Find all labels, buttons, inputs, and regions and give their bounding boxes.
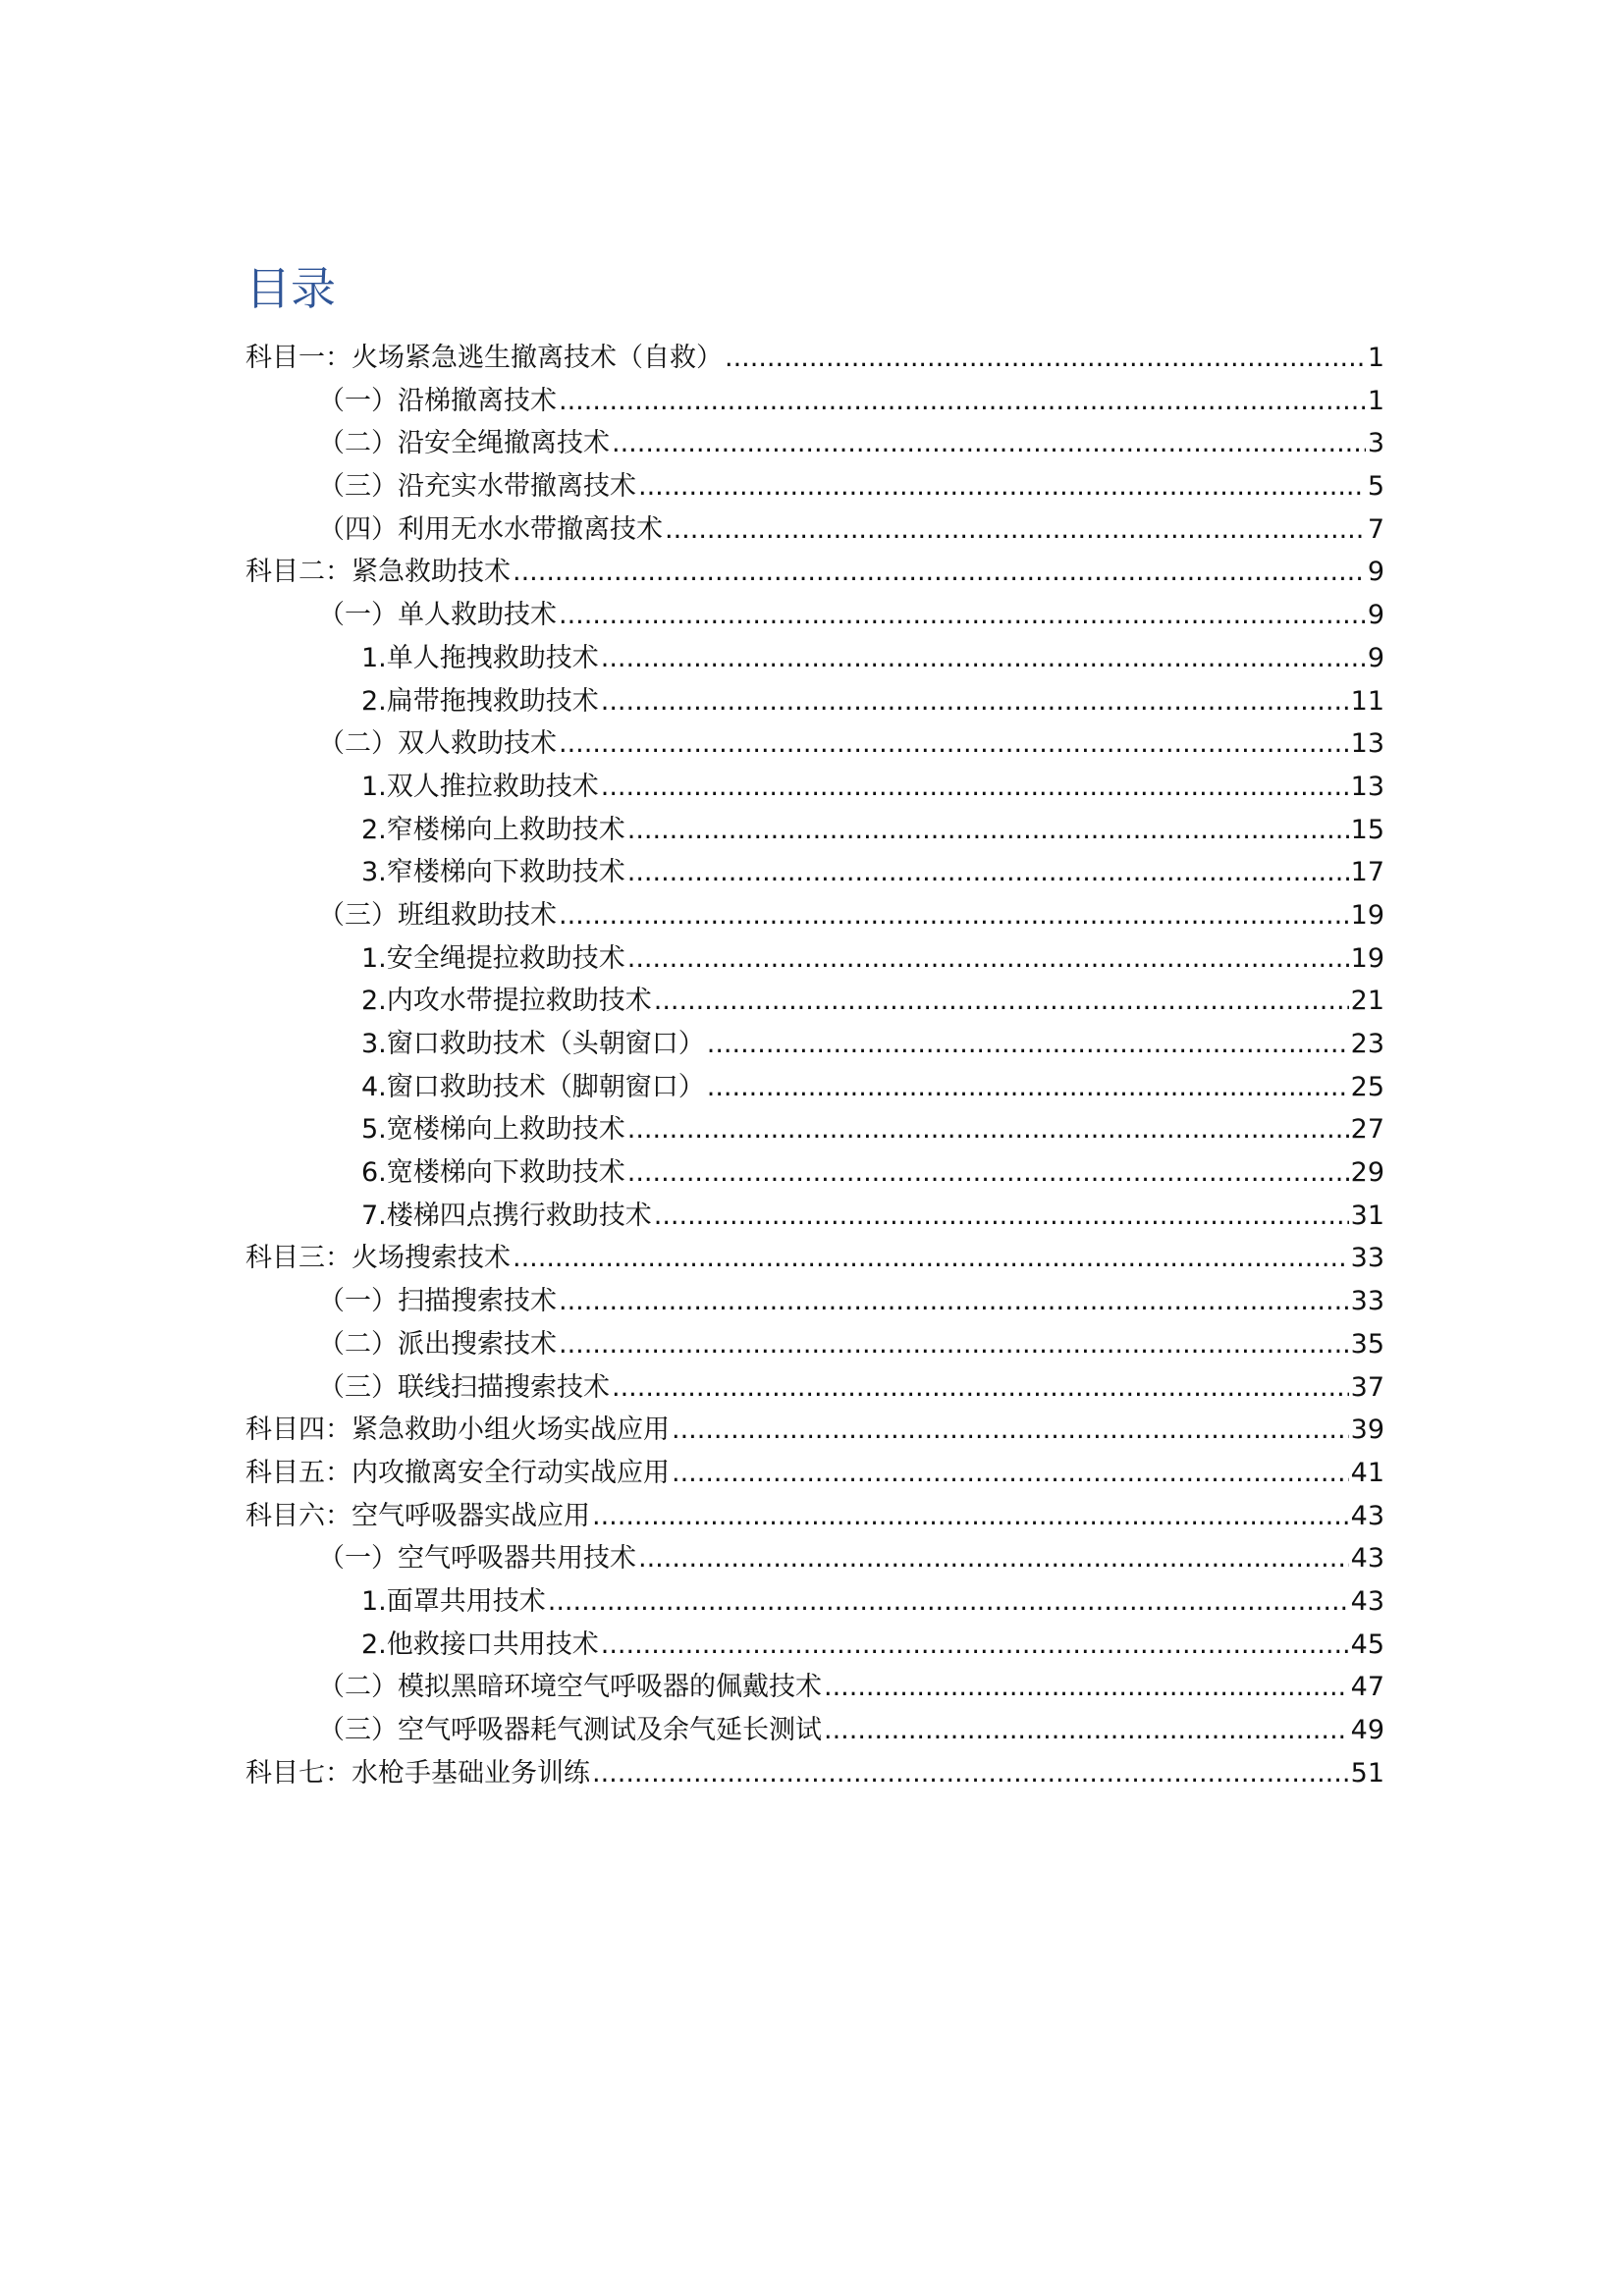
toc-entry[interactable]	[245, 894, 1384, 937]
toc-entry-page-number: 19	[1350, 899, 1384, 931]
toc-entry-text: 科目一：火场紧急逃生撤离技术（自救）	[245, 343, 723, 373]
toc-entry[interactable]	[245, 637, 1384, 680]
toc-entry[interactable]	[245, 766, 1384, 809]
toc-entry[interactable]	[245, 1323, 1384, 1366]
toc-entry-text: （一）空气呼吸器共用技术	[318, 1543, 636, 1575]
toc-entry-text: 1.面罩共用技术	[361, 1585, 546, 1617]
toc-entry-text: （三）空气呼吸器耗气测试及余气延长测试	[318, 1715, 822, 1745]
toc-entry[interactable]	[245, 1495, 1384, 1538]
toc-entry[interactable]	[245, 1666, 1384, 1709]
toc-entry[interactable]	[245, 422, 1384, 465]
toc-entry-page-number: 37	[1350, 1371, 1384, 1403]
toc-entry[interactable]	[245, 1409, 1384, 1452]
toc-entry[interactable]	[245, 594, 1384, 637]
toc-entry[interactable]	[245, 1752, 1384, 1795]
toc-entry-text: 3.窗口救助技术（头朝窗口）	[361, 1029, 705, 1059]
toc-entry-text: 5.宽楼梯向上救助技术	[361, 1114, 625, 1146]
dot-leader	[672, 1409, 1349, 1452]
toc-entry-page-number: 35	[1350, 1328, 1384, 1360]
dot-leader	[654, 1195, 1349, 1238]
toc-entry-text: 科目六：空气呼吸器实战应用	[245, 1500, 590, 1531]
dot-leader	[601, 1624, 1349, 1667]
dot-leader	[559, 1323, 1349, 1366]
toc-entry-text: 科目四：紧急救助小组火场实战应用	[245, 1415, 670, 1446]
toc-entry[interactable]	[245, 508, 1384, 552]
toc-entry[interactable]	[245, 1709, 1384, 1752]
toc-entry-text: 7.楼梯四点携行救助技术	[361, 1200, 652, 1231]
table-of-contents	[245, 337, 1384, 1794]
toc-entry[interactable]	[245, 851, 1384, 894]
toc-entry-page-number: 1	[1367, 385, 1384, 416]
toc-entry-page-number: 49	[1350, 1715, 1384, 1745]
toc-entry[interactable]	[245, 1537, 1384, 1580]
dot-leader	[601, 766, 1349, 809]
toc-entry[interactable]	[245, 465, 1384, 508]
dot-leader	[627, 937, 1349, 981]
toc-entry[interactable]	[245, 1580, 1384, 1624]
dot-leader	[638, 465, 1366, 508]
toc-entry-page-number: 27	[1350, 1114, 1384, 1146]
toc-entry-page-number: 45	[1350, 1629, 1384, 1660]
toc-entry-page-number: 9	[1367, 600, 1384, 631]
toc-entry-page-number: 41	[1350, 1457, 1384, 1488]
toc-entry-text: （一）扫描搜索技术	[318, 1286, 557, 1317]
toc-entry[interactable]	[245, 1151, 1384, 1195]
dot-leader	[513, 1237, 1349, 1280]
toc-entry-text: 2.内攻水带提拉救助技术	[361, 986, 652, 1017]
dot-leader	[612, 1366, 1349, 1410]
dot-leader	[665, 508, 1366, 552]
toc-entry[interactable]	[245, 1195, 1384, 1238]
dot-leader	[559, 380, 1366, 423]
dot-leader	[601, 680, 1349, 723]
toc-entry-text: 科目二：紧急救助技术	[245, 557, 511, 588]
toc-entry[interactable]	[245, 722, 1384, 766]
toc-entry-page-number: 1	[1367, 343, 1384, 373]
toc-entry-text: （二）双人救助技术	[318, 728, 557, 760]
toc-entry-text: （三）沿充实水带撤离技术	[318, 471, 636, 503]
toc-entry[interactable]	[245, 380, 1384, 423]
toc-entry-text: 1.双人推拉救助技术	[361, 771, 599, 802]
dot-leader	[672, 1452, 1349, 1495]
dot-leader	[824, 1666, 1349, 1709]
dot-leader	[548, 1580, 1349, 1624]
toc-entry-text: 2.他救接口共用技术	[361, 1629, 599, 1660]
toc-entry-text: 1.单人拖拽救助技术	[361, 642, 599, 673]
toc-entry[interactable]	[245, 551, 1384, 594]
dot-leader	[627, 809, 1349, 852]
toc-entry-page-number: 19	[1350, 942, 1384, 974]
dot-leader	[513, 551, 1366, 594]
dot-leader	[654, 980, 1349, 1023]
toc-entry-text: 2.扁带拖拽救助技术	[361, 685, 599, 717]
toc-entry-page-number: 39	[1350, 1415, 1384, 1446]
dot-leader	[592, 1495, 1349, 1538]
toc-entry-page-number: 13	[1350, 728, 1384, 760]
toc-entry-page-number: 43	[1350, 1585, 1384, 1617]
toc-entry-text: （一）沿梯撤离技术	[318, 385, 557, 416]
toc-entry-text: （一）单人救助技术	[318, 600, 557, 631]
toc-entry-page-number: 33	[1350, 1243, 1384, 1274]
dot-leader	[601, 637, 1366, 680]
toc-entry-page-number: 47	[1350, 1672, 1384, 1703]
dot-leader	[824, 1709, 1349, 1752]
toc-entry[interactable]	[245, 1624, 1384, 1667]
toc-entry-page-number: 51	[1350, 1757, 1384, 1789]
dot-leader	[559, 594, 1366, 637]
dot-leader	[627, 1108, 1349, 1151]
toc-entry-text: 科目三：火场搜索技术	[245, 1243, 511, 1274]
toc-entry-page-number: 31	[1350, 1200, 1384, 1231]
toc-title: 目录	[245, 262, 336, 315]
dot-leader	[707, 1023, 1349, 1066]
toc-entry-text: 6.宽楼梯向下救助技术	[361, 1157, 625, 1189]
toc-entry-page-number: 11	[1350, 685, 1384, 717]
toc-entry-page-number: 9	[1367, 557, 1384, 588]
toc-entry-text: （三）联线扫描搜索技术	[318, 1371, 610, 1403]
toc-entry[interactable]	[245, 1237, 1384, 1280]
toc-entry-page-number: 43	[1350, 1543, 1384, 1575]
toc-entry-text: （二）沿安全绳撤离技术	[318, 428, 610, 459]
toc-entry[interactable]	[245, 337, 1384, 380]
toc-entry[interactable]	[245, 980, 1384, 1023]
toc-entry[interactable]	[245, 1108, 1384, 1151]
toc-entry[interactable]	[245, 1023, 1384, 1066]
toc-entry-page-number: 21	[1350, 986, 1384, 1017]
toc-entry-page-number: 13	[1350, 771, 1384, 802]
dot-leader	[612, 422, 1366, 465]
dot-leader	[638, 1537, 1349, 1580]
dot-leader	[592, 1752, 1349, 1795]
toc-entry-text: 2.窄楼梯向上救助技术	[361, 814, 625, 845]
toc-entry-text: 4.窗口救助技术（脚朝窗口）	[361, 1071, 705, 1102]
toc-entry-page-number: 23	[1350, 1029, 1384, 1059]
toc-entry-page-number: 9	[1367, 642, 1384, 673]
toc-entry[interactable]	[245, 1366, 1384, 1410]
toc-entry-page-number: 29	[1350, 1157, 1384, 1189]
toc-entry-page-number: 17	[1350, 857, 1384, 888]
toc-entry-text: （四）利用无水水带撤离技术	[318, 513, 663, 545]
toc-entry-page-number: 15	[1350, 814, 1384, 845]
toc-entry[interactable]	[245, 1066, 1384, 1109]
dot-leader	[725, 337, 1366, 380]
dot-leader	[707, 1066, 1349, 1109]
toc-entry[interactable]	[245, 1280, 1384, 1323]
toc-entry[interactable]	[245, 809, 1384, 852]
toc-entry-text: 科目五：内攻撤离安全行动实战应用	[245, 1457, 670, 1488]
toc-entry-text: （二）派出搜索技术	[318, 1328, 557, 1360]
toc-entry[interactable]	[245, 937, 1384, 981]
toc-entry-page-number: 43	[1350, 1500, 1384, 1531]
toc-entry-text: 1.安全绳提拉救助技术	[361, 942, 625, 974]
toc-entry-text: （二）模拟黑暗环境空气呼吸器的佩戴技术	[318, 1672, 822, 1703]
toc-entry-text: 科目七：水枪手基础业务训练	[245, 1757, 590, 1789]
toc-entry-page-number: 25	[1350, 1071, 1384, 1102]
dot-leader	[627, 851, 1349, 894]
toc-entry-page-number: 3	[1367, 428, 1384, 459]
toc-entry[interactable]	[245, 1452, 1384, 1495]
toc-entry-text: （三）班组救助技术	[318, 899, 557, 931]
dot-leader	[627, 1151, 1349, 1195]
toc-entry-text: 3.窄楼梯向下救助技术	[361, 857, 625, 888]
dot-leader	[559, 722, 1349, 766]
toc-entry-page-number: 7	[1367, 513, 1384, 545]
dot-leader	[559, 894, 1349, 937]
dot-leader	[559, 1280, 1349, 1323]
toc-entry-page-number: 5	[1367, 471, 1384, 503]
toc-entry[interactable]	[245, 680, 1384, 723]
toc-entry-page-number: 33	[1350, 1286, 1384, 1317]
